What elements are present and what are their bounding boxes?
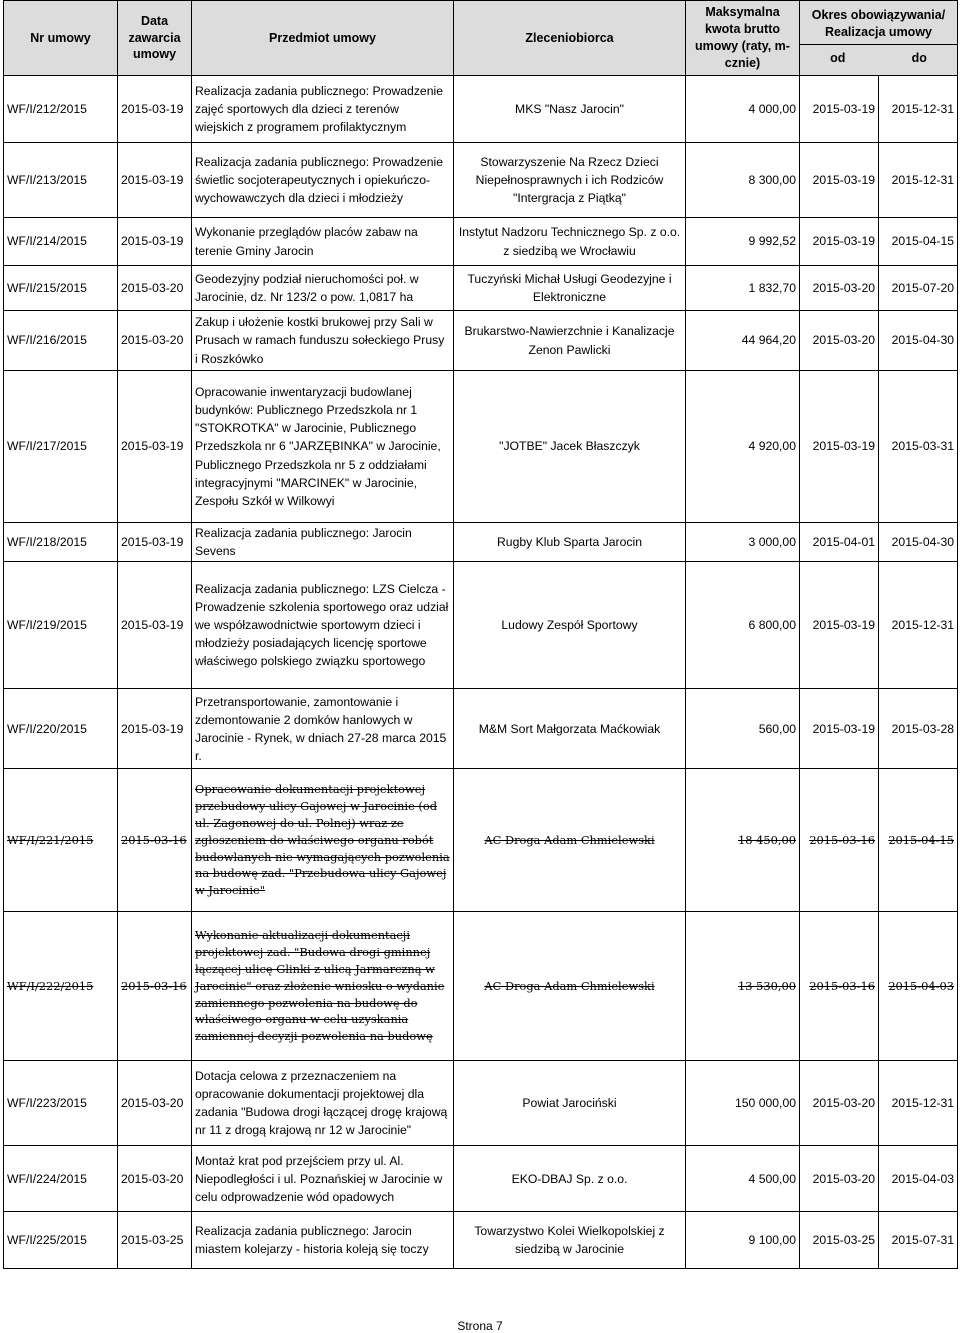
table-row: [4, 1061, 958, 1146]
cell-kwota: 6 800,00: [686, 562, 800, 689]
cell-data: 2015-03-19: [118, 76, 192, 143]
cell-do: 2015-04-30: [879, 523, 958, 562]
cell-zleceniobiorca: Ludowy Zespół Sportowy: [454, 562, 686, 689]
cell-do: 2015-12-31: [879, 143, 958, 218]
cell-nr: WF/I/220/2015: [4, 689, 118, 769]
cell-data: 2015-03-20: [118, 1061, 192, 1146]
cell-data: 2015-03-16: [118, 912, 192, 1061]
header-nr: Nr umowy: [4, 1, 118, 76]
cell-nr: WF/I/224/2015: [4, 1146, 118, 1212]
cell-przedmiot: Opracowanie inwentaryzacji budowlanej budynków: Publicznego Przedszkola nr 1 "STOKROTKA" w Jarocinie, Publicznego Przedszkola nr 6 "JARZĘBINKA" w Jarocinie, Publicznego Przedszkola nr 5 z oddziałami integracyjnymi "MARCINEK" w Jarocinie, Zespołu Szkół w Wilkowyi: [192, 371, 454, 523]
cell-kwota: 4 920,00: [686, 371, 800, 523]
cell-nr: WF/I/222/2015: [4, 912, 118, 1061]
cell-zleceniobiorca: Tuczyński Michał Usługi Geodezyjne i Elektroniczne: [454, 266, 686, 311]
table-row: [4, 311, 958, 371]
cell-od: 2015-03-16: [800, 769, 879, 912]
cell-kwota: 9 992,52: [686, 218, 800, 266]
cell-przedmiot: Realizacja zadania publicznego: LZS Cielcza - Prowadzenie szkolenia sportowego oraz udział we współzawodnictwie sportowym dzieci i młodzieży posiadających licencję sportowe właściwego polskiego związku sportowego: [192, 562, 454, 689]
cell-zleceniobiorca: Instytut Nadzoru Technicznego Sp. z o.o. z siedzibą we Wrocławiu: [454, 218, 686, 266]
cell-kwota: 18 450,00: [686, 769, 800, 912]
cell-kwota: 13 530,00: [686, 912, 800, 1061]
cell-kwota: 150 000,00: [686, 1061, 800, 1146]
contracts-table: [3, 0, 958, 1269]
cell-kwota: 3 000,00: [686, 523, 800, 562]
cell-nr: WF/I/218/2015: [4, 523, 118, 562]
cell-zleceniobiorca: Towarzystwo Kolei Wielkopolskiej z siedzibą w Jarocinie: [454, 1212, 686, 1269]
cell-data: 2015-03-19: [118, 371, 192, 523]
cell-kwota: 1 832,70: [686, 266, 800, 311]
cell-kwota: 44 964,20: [686, 311, 800, 371]
table-header-row: [4, 1, 958, 76]
cell-zleceniobiorca: Brukarstwo-Nawierzchnie i Kanalizacje Zenon Pawlicki: [454, 311, 686, 371]
cell-zleceniobiorca: Stowarzyszenie Na Rzecz Dzieci Niepełnosprawnych i ich Rodziców "Intergracja z Piątką": [454, 143, 686, 218]
table-row: [4, 1212, 958, 1269]
cell-kwota: 9 100,00: [686, 1212, 800, 1269]
cell-od: 2015-03-20: [800, 1061, 879, 1146]
cell-data: 2015-03-19: [118, 218, 192, 266]
cell-przedmiot: Realizacja zadania publicznego: Prowadzenie świetlic socjoterapeutycznych i opiekuńczo-wychowawczych dla dzieci i młodzieży: [192, 143, 454, 218]
header-do: do: [911, 51, 927, 66]
cell-od: 2015-03-19: [800, 143, 879, 218]
cell-data: 2015-03-20: [118, 311, 192, 371]
cell-do: 2015-12-31: [879, 562, 958, 689]
cell-od: 2015-03-19: [800, 562, 879, 689]
cell-przedmiot: Wykonanie przeglądów placów zabaw na terenie Gminy Jarocin: [192, 218, 454, 266]
cell-zleceniobiorca: AC Droga Adam Chmielewski: [454, 912, 686, 1061]
table-row: [4, 523, 958, 562]
cell-od: 2015-03-20: [800, 311, 879, 371]
cell-kwota: 4 500,00: [686, 1146, 800, 1212]
cell-nr: WF/I/215/2015: [4, 266, 118, 311]
cell-do: 2015-07-31: [879, 1212, 958, 1269]
table-row: [4, 218, 958, 266]
cell-kwota: 560,00: [686, 689, 800, 769]
cell-zleceniobiorca: M&M Sort Małgorzata Maćkowiak: [454, 689, 686, 769]
cell-zleceniobiorca: Rugby Klub Sparta Jarocin: [454, 523, 686, 562]
cell-kwota: 8 300,00: [686, 143, 800, 218]
cell-przedmiot: Realizacja zadania publicznego: Jarocin miastem kolejarzy - historia koleją się toczy: [192, 1212, 454, 1269]
header-zleceniobiorca: Zleceniobiorca: [454, 1, 686, 76]
cell-nr: WF/I/219/2015: [4, 562, 118, 689]
cell-data: 2015-03-25: [118, 1212, 192, 1269]
table-row: [4, 562, 958, 689]
cell-data: 2015-03-16: [118, 769, 192, 912]
cell-do: 2015-04-03: [879, 1146, 958, 1212]
cell-data: 2015-03-19: [118, 562, 192, 689]
page-number: Strona 7: [457, 1319, 503, 1333]
cell-przedmiot: Realizacja zadania publicznego: Prowadzenie zajęć sportowych dla dzieci z terenów wiejskich z programem profilaktycznym: [192, 76, 454, 143]
cell-nr: WF/I/212/2015: [4, 76, 118, 143]
cell-data: 2015-03-19: [118, 143, 192, 218]
cell-do: 2015-03-31: [879, 371, 958, 523]
cell-do: 2015-04-15: [879, 769, 958, 912]
cell-przedmiot: Montaż krat pod przejściem przy ul. Al. Niepodległości i ul. Poznańskiej w Jarocinie w celu odprowadzenie wód opadowych: [192, 1146, 454, 1212]
cell-data: 2015-03-20: [118, 266, 192, 311]
cell-przedmiot: Dotacja celowa z przeznaczeniem na opracowanie dokumentacji projektowej dla zadania "Budowa drogi łączącej drogę krajową nr 11 z drogą krajową nr 12 w Jarocinie": [192, 1061, 454, 1146]
cell-nr: WF/I/225/2015: [4, 1212, 118, 1269]
cell-do: 2015-12-31: [879, 76, 958, 143]
cell-od: 2015-04-01: [800, 523, 879, 562]
cell-od: 2015-03-20: [800, 1146, 879, 1212]
header-okres: [800, 1, 958, 76]
header-kwota: Maksymalna kwota brutto umowy (raty, m-cznie): [686, 1, 800, 76]
table-row: [4, 371, 958, 523]
header-okres-sub: [800, 44, 958, 67]
cell-do: 2015-12-31: [879, 1061, 958, 1146]
table-row: [4, 689, 958, 769]
header-data: Data zawarcia umowy: [118, 1, 192, 76]
table-row: [4, 1146, 958, 1212]
header-przedmiot: Przedmiot umowy: [192, 1, 454, 76]
cell-do: 2015-03-28: [879, 689, 958, 769]
cell-data: 2015-03-19: [118, 689, 192, 769]
cell-od: 2015-03-19: [800, 371, 879, 523]
cell-zleceniobiorca: Powiat Jarociński: [454, 1061, 686, 1146]
cell-przedmiot: Zakup i ułożenie kostki brukowej przy Sali w Prusach w ramach funduszu sołeckiego Prusy i Roszkówko: [192, 311, 454, 371]
cell-nr: WF/I/221/2015: [4, 769, 118, 912]
cell-od: 2015-03-25: [800, 1212, 879, 1269]
cell-data: 2015-03-20: [118, 1146, 192, 1212]
table-row: [4, 76, 958, 143]
table-row: [4, 266, 958, 311]
cell-kwota: 4 000,00: [686, 76, 800, 143]
cell-nr: WF/I/213/2015: [4, 143, 118, 218]
cell-zleceniobiorca: EKO-DBAJ Sp. z o.o.: [454, 1146, 686, 1212]
cell-przedmiot: Przetransportowanie, zamontowanie i zdemontowanie 2 domków hanlowych w Jarocinie - Rynek, w dniach 27-28 marca 2015 r.: [192, 689, 454, 769]
table-body: [4, 76, 958, 1269]
cell-zleceniobiorca: AC Droga Adam Chmielewski: [454, 769, 686, 912]
cell-do: 2015-04-30: [879, 311, 958, 371]
cell-nr: WF/I/217/2015: [4, 371, 118, 523]
cell-przedmiot: Geodezyjny podział nieruchomości poł. w Jarocinie, dz. Nr 123/2 o pow. 1,0817 ha: [192, 266, 454, 311]
cell-od: 2015-03-19: [800, 76, 879, 143]
cell-od: 2015-03-16: [800, 912, 879, 1061]
table-row: [4, 769, 958, 912]
cell-nr: WF/I/214/2015: [4, 218, 118, 266]
cell-data: 2015-03-19: [118, 523, 192, 562]
cell-przedmiot: Opracowanie dokumentacji projektowej przebudowy ulicy Gajowej w Jarocinie (od ul. Zagonowej do ul. Polnej) wraz ze zgłoszeniem do właściwego organu robót budowlanych nie wymagających pozwolenia na budowę zad. "Przebudowa ulicy Gajowej w Jarocinie": [192, 769, 454, 912]
table-row: [4, 912, 958, 1061]
cell-do: 2015-04-03: [879, 912, 958, 1061]
cell-od: 2015-03-19: [800, 689, 879, 769]
cell-od: 2015-03-20: [800, 266, 879, 311]
table-row: [4, 143, 958, 218]
header-od: od: [830, 51, 846, 66]
cell-zleceniobiorca: MKS "Nasz Jarocin": [454, 76, 686, 143]
cell-zleceniobiorca: "JOTBE" Jacek Błaszczyk: [454, 371, 686, 523]
cell-przedmiot: Realizacja zadania publicznego: Jarocin Sevens: [192, 523, 454, 562]
cell-nr: WF/I/223/2015: [4, 1061, 118, 1146]
cell-nr: WF/I/216/2015: [4, 311, 118, 371]
cell-do: 2015-04-15: [879, 218, 958, 266]
cell-od: 2015-03-19: [800, 218, 879, 266]
cell-przedmiot: Wykonanie aktualizacji dokumentacji projektowej zad. "Budowa drogi gminnej łączącej ulicę Glinki z ulicą Jarmarczną w Jarocinie" oraz złożenie wniosku o wydanie zamiennego pozwolenia na budowę do właściwego organu w celu uzyskania zamiennej decyzji pozwolenia na budowę: [192, 912, 454, 1061]
header-okres-label: Okres obowiązywania/ Realizacja umowy: [811, 7, 946, 39]
cell-do: 2015-07-20: [879, 266, 958, 311]
